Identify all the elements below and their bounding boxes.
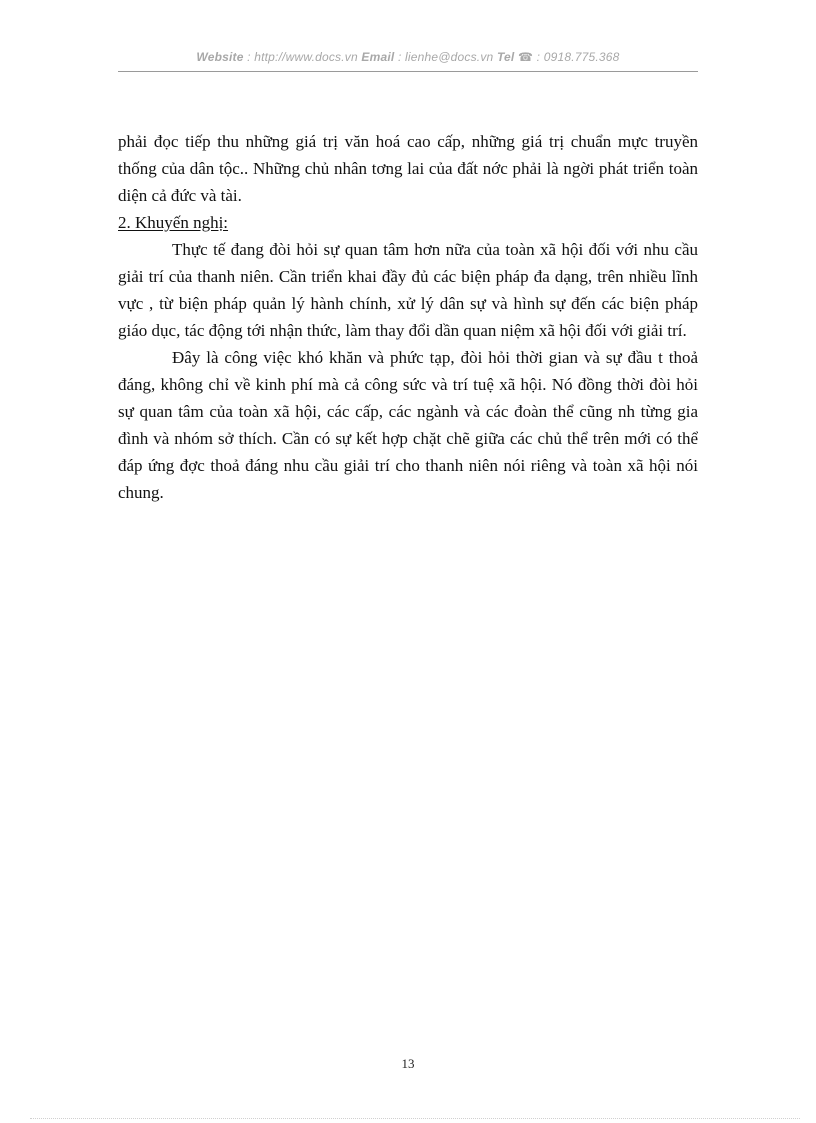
- website-value: : http://www.docs.vn: [243, 50, 362, 64]
- header-divider: [118, 71, 698, 72]
- phone-icon: ☎: [517, 50, 534, 64]
- tel-value: : 0918.775.368: [533, 50, 620, 64]
- page-number: 13: [401, 1056, 415, 1071]
- paragraph-recommendation-1: Thực tế đang đòi hỏi sự quan tâm hơn nữa của toàn xã hội đối với nhu cầu giải trí của thanh niên. Cần triển khai đầy đủ các biện pháp đa dạng, trên nhiều lĩnh vực , từ biện pháp quản lý hành chính, xử lý dân sự và hình sự đến các biện pháp giáo dục, tác động tới nhận thức, làm thay đổi dần quan niệm xã hội đối với giải trí.: [118, 240, 698, 340]
- email-value: : lienhe@docs.vn: [394, 50, 497, 64]
- section-heading-recommendations: 2. Khuyến nghị:: [118, 213, 229, 232]
- email-label: Email: [361, 50, 395, 64]
- page-header: [118, 50, 698, 64]
- website-label: Website: [196, 50, 244, 64]
- paragraph-continuation: phải đọc tiếp thu những giá trị văn hoá cao cấp, những giá trị chuẩn mực truyền thống của dân tộc.. Những chủ nhân tơng lai của đất nớc phải là ngời phát triển toàn diện cả đức và tài.: [118, 132, 698, 205]
- footer-divider: [30, 1118, 800, 1119]
- paragraph-recommendation-2: Đây là công việc khó khăn và phức tạp, đòi hỏi thời gian và sự đầu t thoả đáng, không chỉ về kinh phí mà cả công sức và trí tuệ xã hội. Nó đồng thời đòi hỏi sự quan tâm của toàn xã hội, các cấp, các ngành và các đoàn thể cũng nh từng gia đình và nhóm sở thích. Cần có sự kết hợp chặt chẽ giữa các chủ thể trên mới có thể đáp ứng đợc thoả đáng nhu cầu giải trí cho thanh niên nói riêng và toàn xã hội nói chung.: [118, 348, 698, 502]
- tel-label: Tel: [496, 50, 515, 64]
- document-body: [118, 128, 698, 506]
